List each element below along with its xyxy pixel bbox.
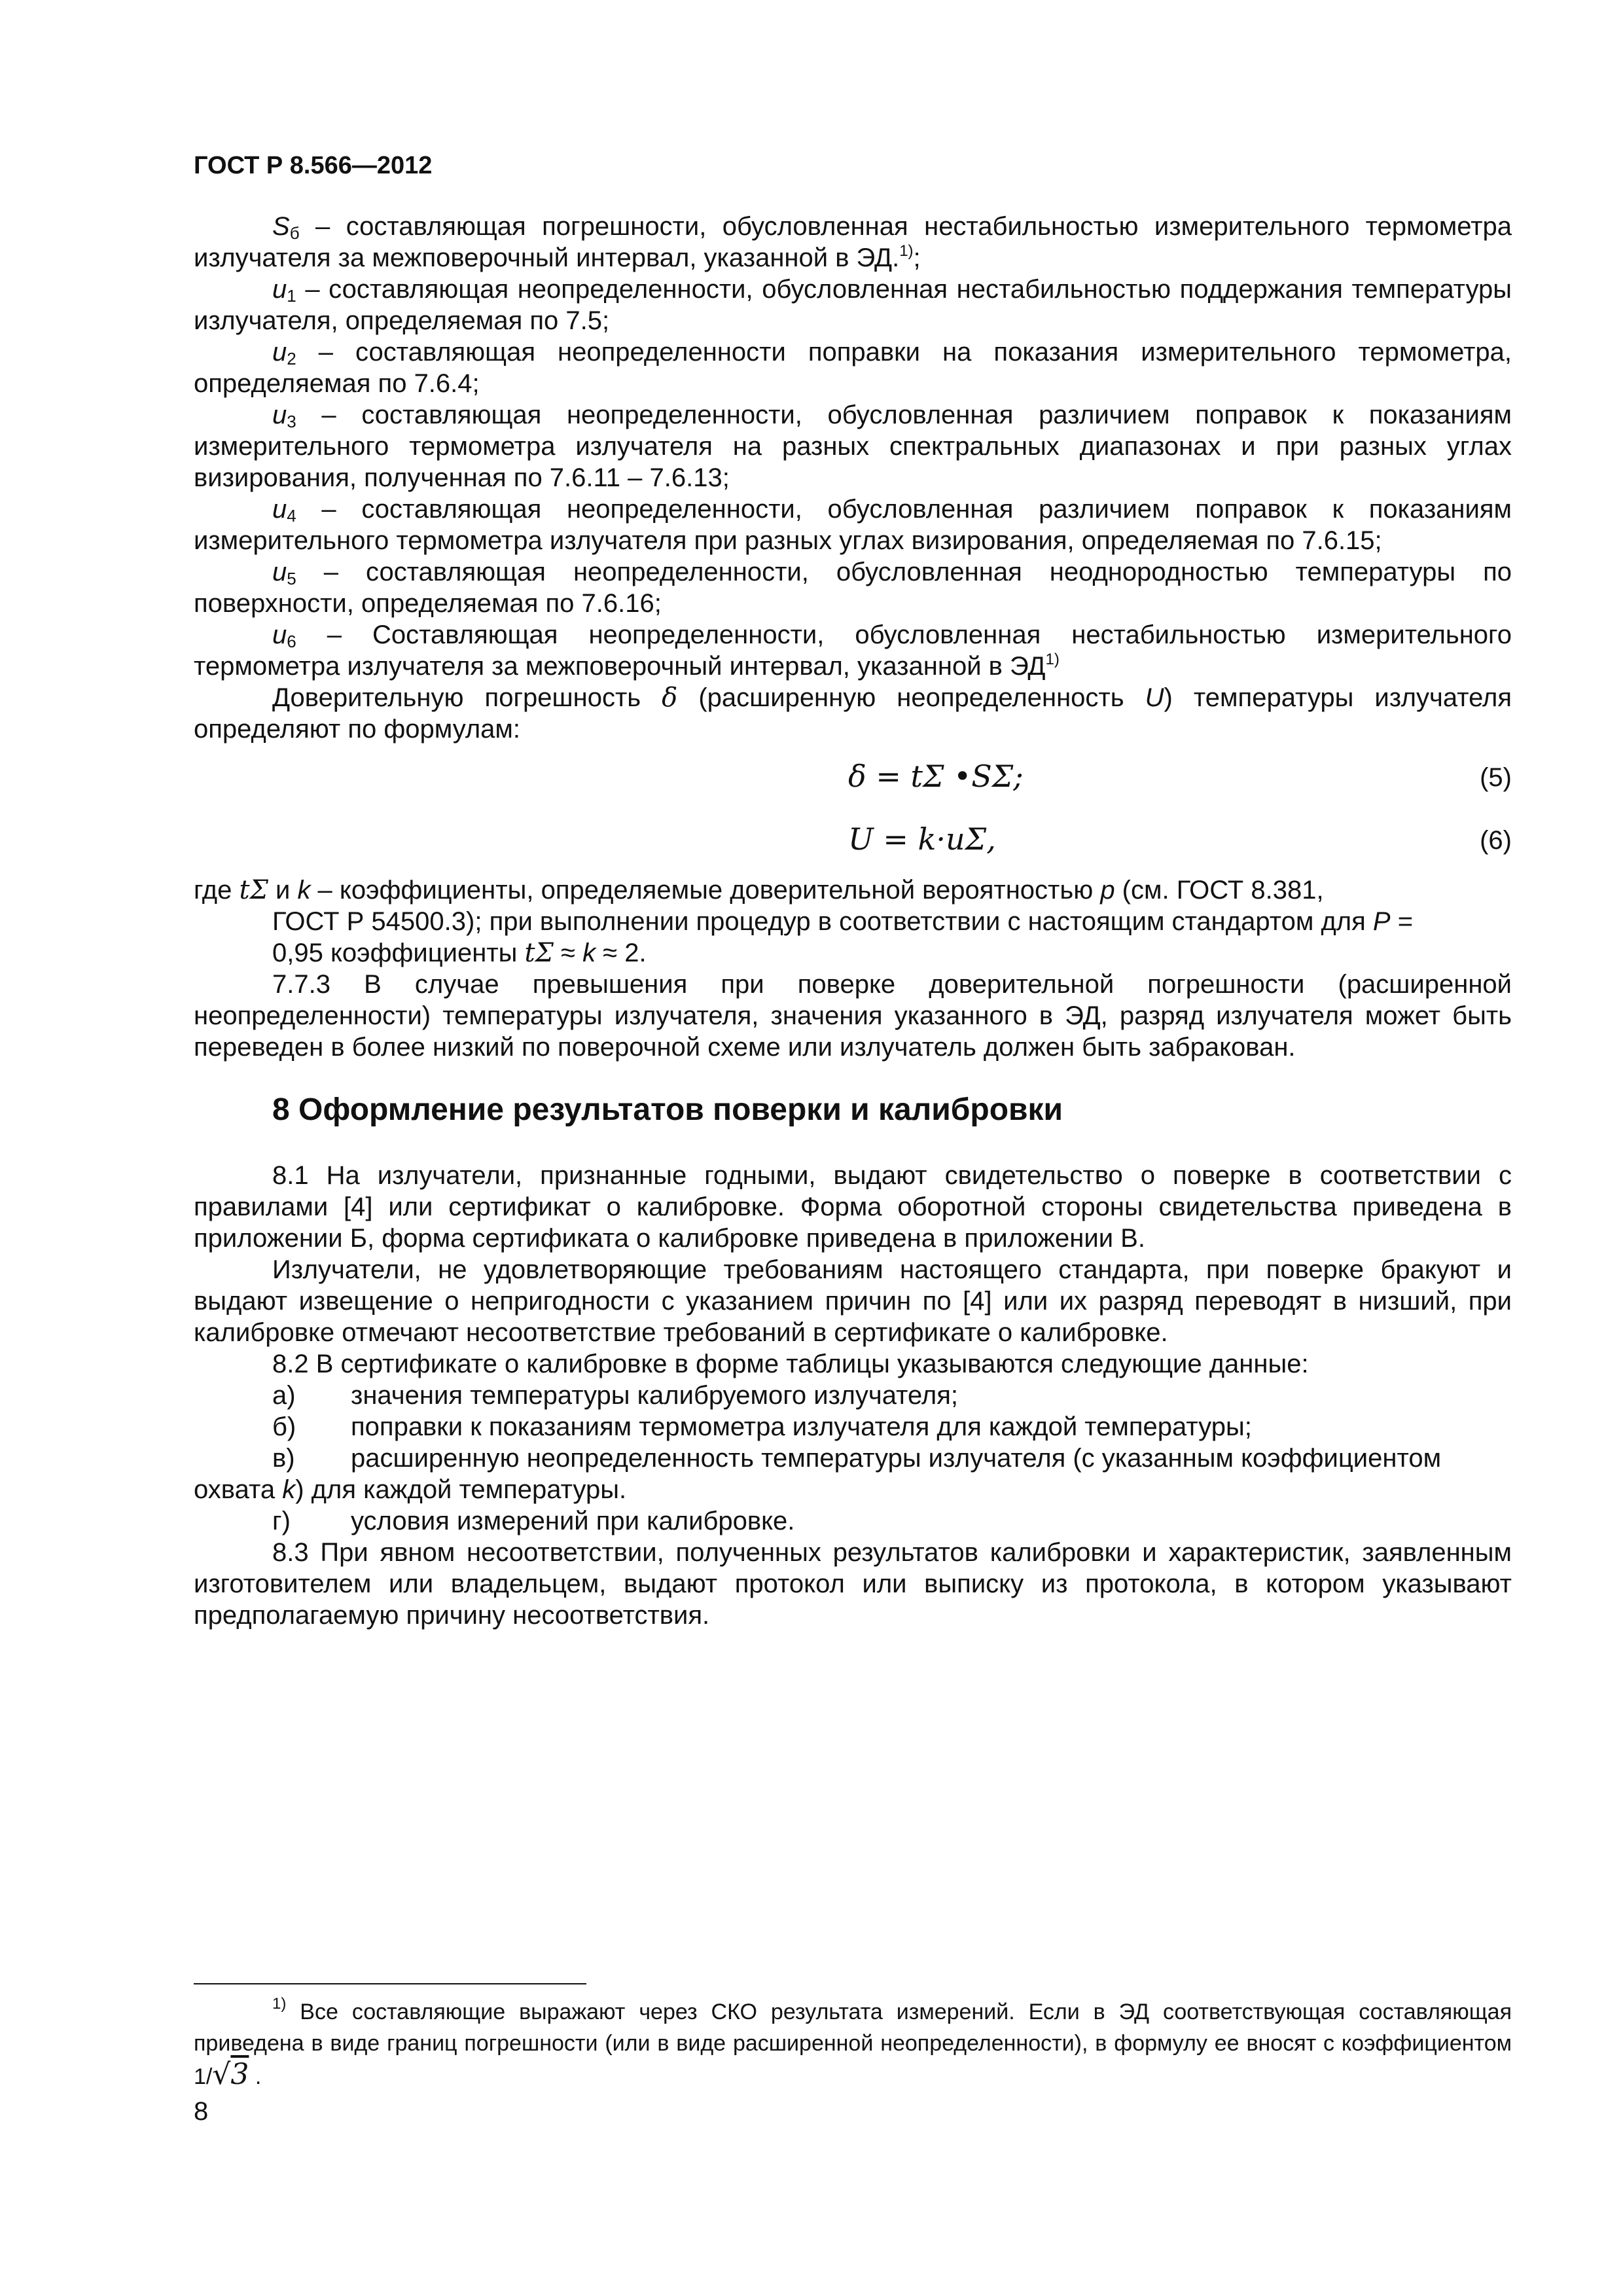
confidence-intro bbox=[194, 682, 1512, 745]
definition-symbol: u bbox=[272, 620, 287, 649]
main-content bbox=[194, 211, 1512, 1631]
list-cont-a: охвата bbox=[194, 1475, 283, 1504]
definition-subscript: б bbox=[289, 223, 300, 243]
where-lead: где bbox=[194, 876, 240, 905]
definition-text: – составляющая неопределенности, обусловленная неоднородностью температуры по поверхности, определяемая по 7.6.16; bbox=[194, 558, 1512, 618]
where-line3-t-sigma: tΣ bbox=[524, 938, 554, 968]
definition-subscript: 5 bbox=[287, 569, 296, 588]
intro-text-b: (расширенную неопределенность bbox=[677, 683, 1145, 712]
list-item bbox=[194, 1443, 1512, 1474]
section-8-heading: 8 Оформление результатов поверки и калибровки bbox=[272, 1092, 1063, 1127]
definition-text: – составляющая неопределенности, обусловленная различием поправок к показаниям измерительного термометра излучателя на разных спектральных диапазонах и при разных углах визирования, полученная по 7.6.11 – 7.6.13; bbox=[194, 401, 1512, 492]
intro-text-c: ) температуры излучателя определяют по формулам: bbox=[194, 683, 1512, 744]
definition-symbol: u bbox=[272, 338, 287, 367]
definition-subscript: 1 bbox=[287, 286, 296, 306]
list-text: расширенную неопределенность температуры излучателя (с указанным коэффициентом bbox=[351, 1444, 1442, 1473]
formula-5-expression: δ = tΣ •SΣ; bbox=[848, 759, 1024, 794]
definition-subscript: 3 bbox=[287, 412, 296, 431]
definition-symbol: u bbox=[272, 558, 287, 586]
delta-symbol: δ bbox=[662, 683, 678, 713]
formula-5-number: (5) bbox=[1480, 763, 1512, 792]
where-line1b: (см. ГОСТ 8.381, bbox=[1115, 876, 1324, 905]
paragraph-8-1: 8.1 На излучатели, признанные годными, выдают свидетельство о поверке в соответствии с правилами [4] или сертификат о калибровке. Форма оборотной стороны свидетельства приведена в приложении Б, форма сертификата о калибровке приведена в приложении В. bbox=[194, 1161, 1512, 1253]
list-cont-b: ) для каждой температуры. bbox=[295, 1475, 627, 1504]
where-line2b: = bbox=[1390, 907, 1414, 936]
list-marker: б) bbox=[272, 1412, 296, 1441]
list-item bbox=[194, 1380, 1512, 1411]
where-line3c: ≈ 2. bbox=[596, 939, 647, 967]
definition-item bbox=[194, 336, 1512, 399]
definition-item bbox=[194, 211, 1512, 274]
where-p: p bbox=[1100, 876, 1115, 905]
definition-symbol: u bbox=[272, 495, 287, 524]
definition-symbol: u bbox=[272, 401, 287, 429]
definition-text: – Составляющая неопределенности, обусловленная нестабильностью измерительного термометра излучателя за межповерочный интервал, указанной в ЭД bbox=[194, 620, 1512, 681]
formula-6-number: (6) bbox=[1480, 826, 1512, 855]
definition-text: – составляющая погрешности, обусловленная нестабильностью измерительного термометра излучателя за межповерочный интервал, указанной в ЭД. bbox=[194, 212, 1512, 272]
definition-symbol: u bbox=[272, 275, 287, 304]
sqrt-expression: √3 bbox=[212, 2058, 249, 2091]
list-continuation bbox=[194, 1474, 1512, 1505]
paragraph-8-2: 8.2 В сертификате о калибровке в форме таблицы указываются следующие данные: bbox=[272, 1350, 1309, 1378]
where-and: и bbox=[268, 876, 298, 905]
definition-item bbox=[194, 399, 1512, 493]
list-item bbox=[194, 1411, 1512, 1443]
list-marker: в) bbox=[272, 1444, 295, 1473]
where-line1: – коэффициенты, определяемые доверительной вероятностью bbox=[310, 876, 1101, 905]
where-k: k bbox=[297, 876, 311, 905]
sqrt-radicand: 3 bbox=[230, 2058, 249, 2091]
where-line3-k: k bbox=[582, 939, 596, 967]
definitions-list bbox=[194, 211, 1512, 682]
definition-item bbox=[194, 274, 1512, 336]
definition-symbol: S bbox=[272, 212, 290, 241]
where-clause bbox=[194, 874, 1512, 969]
definition-item bbox=[194, 493, 1512, 556]
u-symbol: U bbox=[1145, 683, 1164, 712]
list-cont-k: k bbox=[282, 1475, 296, 1504]
definition-subscript: 2 bbox=[287, 349, 296, 368]
paragraph-8-3: 8.3 При явном несоответствии, полученных результатов калибровки и характеристик, заявленным изготовителем или владельцем, выдают протокол или выписку из протокола, в котором указывают предполагаемую причину несоответствия. bbox=[194, 1538, 1512, 1630]
footnote-end: . bbox=[249, 2064, 262, 2089]
where-line3b: ≈ bbox=[553, 939, 583, 967]
page-number: 8 bbox=[194, 2097, 209, 2126]
definition-item bbox=[194, 619, 1512, 682]
footnote bbox=[194, 1996, 1512, 2092]
footnote-text: Все составляющие выражают через СКО результата измерений. Если в ЭД соответствующая составляющая приведена в виде границ погрешности (или в виде расширенной неопределенности), в формулу ее вносят с коэффициентом 1/ bbox=[194, 2000, 1512, 2089]
where-P: P bbox=[1372, 907, 1391, 936]
where-line2: ГОСТ Р 54500.3); при выполнении процедур в соответствии с настоящим стандартом для bbox=[272, 907, 1373, 936]
list-marker: г) bbox=[272, 1507, 291, 1535]
where-line3a: 0,95 коэффициенты bbox=[272, 939, 525, 967]
list-marker: а) bbox=[272, 1381, 296, 1410]
list-item bbox=[194, 1505, 1512, 1537]
list-text: условия измерений при калибровке. bbox=[351, 1507, 795, 1535]
formula-5 bbox=[194, 745, 1512, 808]
definition-text: – составляющая неопределенности, обусловленная различием поправок к показаниям измерительного термометра излучателя при разных углах визирования, определяемая по 7.6.15; bbox=[194, 495, 1512, 555]
footnote-rule bbox=[194, 1983, 586, 1984]
formula-6 bbox=[194, 808, 1512, 870]
where-t-sigma: tΣ bbox=[239, 875, 268, 905]
formula-6-expression: U = k·uΣ, bbox=[848, 821, 996, 857]
footnote-ref: 1) bbox=[1045, 651, 1060, 668]
intro-text-a: Доверительную погрешность bbox=[272, 683, 662, 712]
footnote-mark: 1) bbox=[272, 1995, 287, 2013]
document-header: ГОСТ Р 8.566—2012 bbox=[194, 152, 433, 179]
definition-trailer: ; bbox=[913, 243, 921, 272]
definition-subscript: 6 bbox=[287, 632, 296, 651]
paragraph-7-7-3: 7.7.3 В случае превышения при поверке доверительной погрешности (расширенной неопределенности) температуры излучателя, значения указанного в ЭД, разряд излучателя может быть переведен в более низкий по поверочной схеме или излучатель должен быть забракован. bbox=[194, 970, 1512, 1062]
list-text: поправки к показаниям термометра излучателя для каждой температуры; bbox=[351, 1412, 1252, 1441]
definition-text: – составляющая неопределенности поправки на показания измерительного термометра, определяемая по 7.6.4; bbox=[194, 338, 1512, 398]
footnote-ref: 1) bbox=[899, 242, 914, 260]
definition-item bbox=[194, 556, 1512, 619]
list-text: значения температуры калибруемого излучателя; bbox=[351, 1381, 958, 1410]
definition-subscript: 4 bbox=[287, 506, 296, 526]
definition-text: – составляющая неопределенности, обусловленная нестабильностью поддержания температуры излучателя, определяемая по 7.5; bbox=[194, 275, 1512, 335]
paragraph-8-1-b: Излучатели, не удовлетворяющие требованиям настоящего стандарта, при поверке бракуют и выдают извещение о непригодности с указанием причин по [4] или их разряд переводят в низший, при калибровке отмечают несоответствие требований в сертификате о калибровке. bbox=[194, 1255, 1512, 1347]
calibration-data-list bbox=[194, 1380, 1512, 1474]
